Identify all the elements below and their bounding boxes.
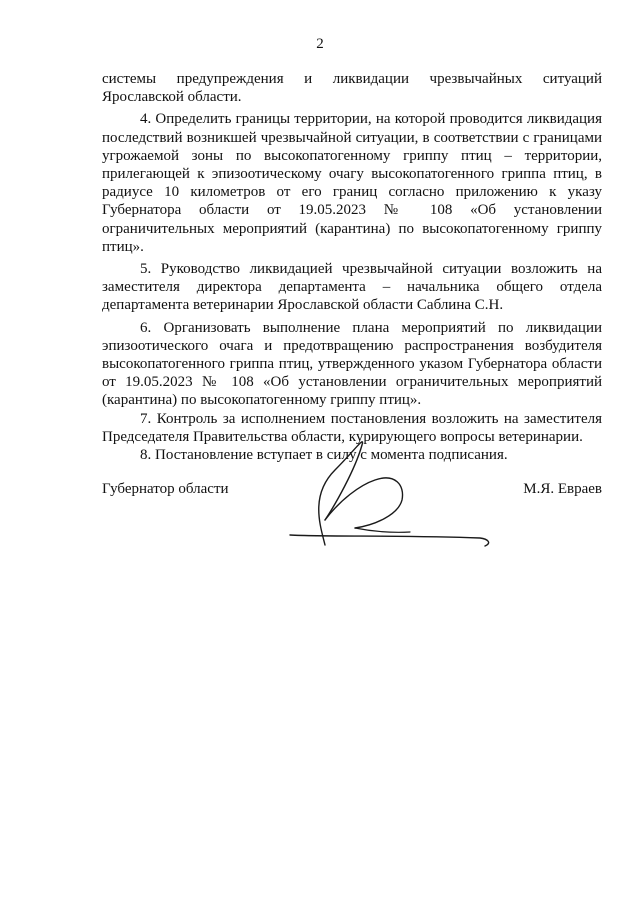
paragraph-item-4: 4. Определить границы территории, на которой проводится ликвидация последствий возникшей чрезвычайной ситуации, в соответствии с границами угрожаемой зоны по высокопатогенному гриппу птиц – территории, прилегающей к эпизоотическому очагу высокопатогенного гриппа птиц, в радиусе 10 километров от его границ согласно приложению к указу Губернатора области от 19.05.2023 № 108 «Об установлении ограничительных мероприятий (карантина) по высокопатогенному гриппу птиц». [102,111,602,255]
document-body [102,70,602,464]
paragraph-item-6: 6. Организовать выполнение плана мероприятий по ликвидации эпизоотического очага и предотвращению распространения возбудителя высокопатогенного гриппа птиц, утвержденного указом Губернатора области от 19.05.2023 № 108 «Об установлении ограничительных мероприятий (карантина) по высокопатогенному гриппу птиц». [102,319,602,409]
paragraph-item-7: 7. Контроль за исполнением постановления возложить на заместителя Председателя Правительства области, курирующего вопросы ветеринарии. [102,410,602,445]
signer-position: Губернатор области [102,481,229,497]
paragraph-continuation: системы предупреждения и ликвидации чрезвычайных ситуаций Ярославской области. [102,71,602,106]
page-number: 2 [316,36,324,52]
signer-name: М.Я. Евраев [523,481,602,497]
paragraph-item-8: 8. Постановление вступает в силу с момента подписания. [140,447,508,464]
handwritten-signature [280,425,500,555]
paragraph-item-5: 5. Руководство ликвидацией чрезвычайной ситуации возложить на заместителя директора департамента – начальника общего отдела департамента ветеринарии Ярославской области Саблина С.Н. [102,261,602,314]
